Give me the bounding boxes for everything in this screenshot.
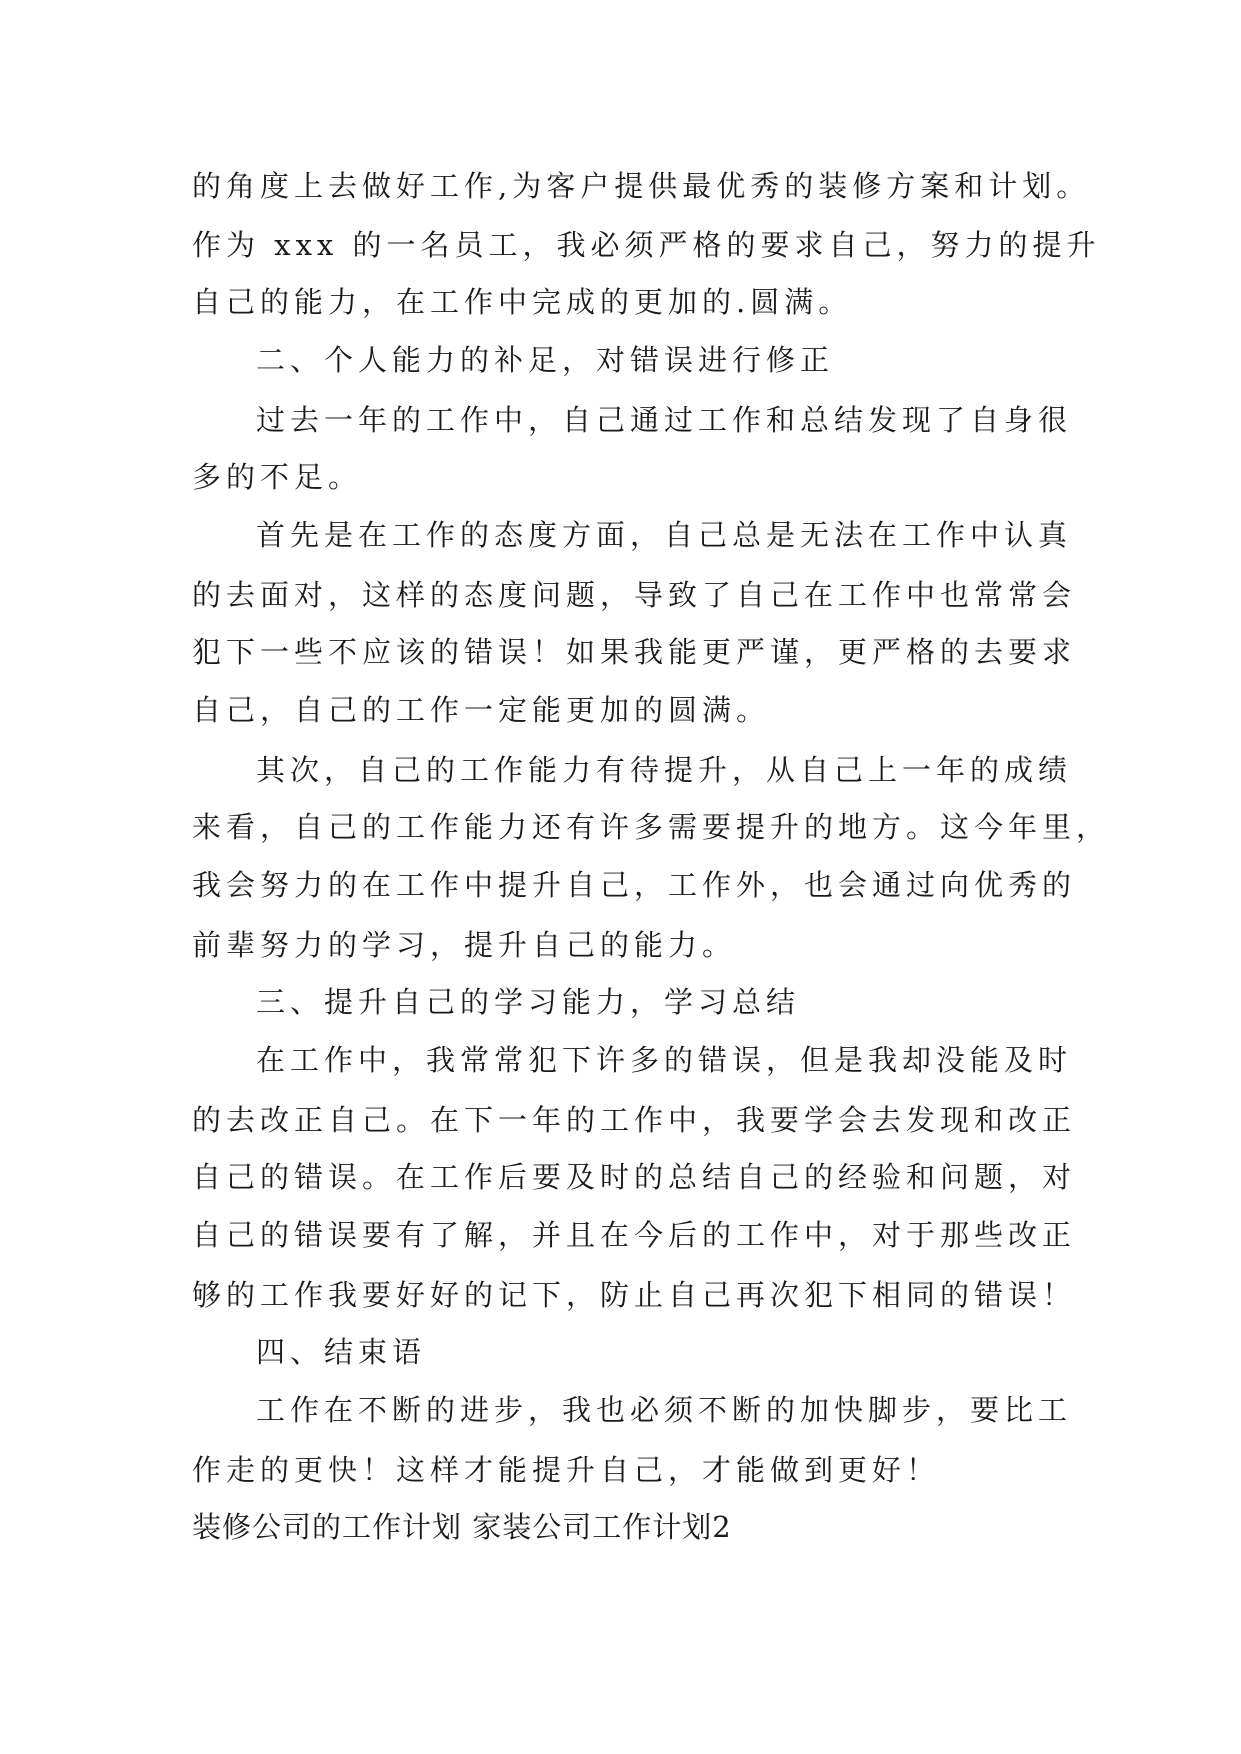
paragraph-line: 作为 xxx 的一名员工，我必须严格的要求自己，努力的提升 (192, 228, 1101, 262)
paragraph-line: 多的不足。 (192, 460, 363, 494)
next-article-title: 装修公司的工作计划 家装公司工作计划2 (192, 1510, 732, 1544)
paragraph-line: 我会努力的在工作中提升自己，工作外，也会通过向优秀的 (192, 868, 1077, 902)
paragraph-line: 自己的错误。在工作后要及时的总结自己的经验和问题，对 (192, 1160, 1077, 1194)
paragraph-line: 其次，自己的工作能力有待提升，从自己上一年的成绩 (256, 753, 1073, 787)
paragraph-line: 首先是在工作的态度方面，自己总是无法在工作中认真 (256, 518, 1073, 552)
section-heading: 二、个人能力的补足，对错误进行修正 (256, 343, 835, 377)
paragraph-line: 够的工作我要好好的记下，防止自己再次犯下相同的错误！ (192, 1278, 1077, 1312)
paragraph-line: 自己的能力，在工作中完成的更加的.圆满。 (192, 285, 853, 319)
section-heading: 三、提升自己的学习能力，学习总结 (256, 985, 801, 1019)
section-heading: 四、结束语 (256, 1335, 427, 1369)
paragraph-line: 过去一年的工作中，自己通过工作和总结发现了自身很 (256, 403, 1073, 437)
paragraph-line: 的去面对，这样的态度问题，导致了自己在工作中也常常会 (192, 578, 1077, 612)
paragraph-line: 的去改正自己。在下一年的工作中，我要学会去发现和改正 (192, 1103, 1077, 1137)
paragraph-line: 作走的更快！这样才能提升自己，才能做到更好！ (192, 1453, 941, 1487)
paragraph-line: 自己的错误要有了解，并且在今后的工作中，对于那些改正 (192, 1218, 1077, 1252)
paragraph-line: 来看，自己的工作能力还有许多需要提升的地方。这今年里， (192, 810, 1111, 844)
paragraph-line: 自己，自己的工作一定能更加的圆满。 (192, 693, 771, 727)
paragraph-line: 在工作中，我常常犯下许多的错误，但是我却没能及时 (256, 1043, 1073, 1077)
paragraph-line: 工作在不断的进步，我也必须不断的加快脚步，要比工 (256, 1393, 1073, 1427)
paragraph-line: 的角度上去做好工作,为客户提供最优秀的装修方案和计划。 (192, 169, 1091, 203)
paragraph-line: 前辈努力的学习，提升自己的能力。 (192, 928, 737, 962)
paragraph-line: 犯下一些不应该的错误！如果我能更严谨，更严格的去要求 (192, 635, 1077, 669)
